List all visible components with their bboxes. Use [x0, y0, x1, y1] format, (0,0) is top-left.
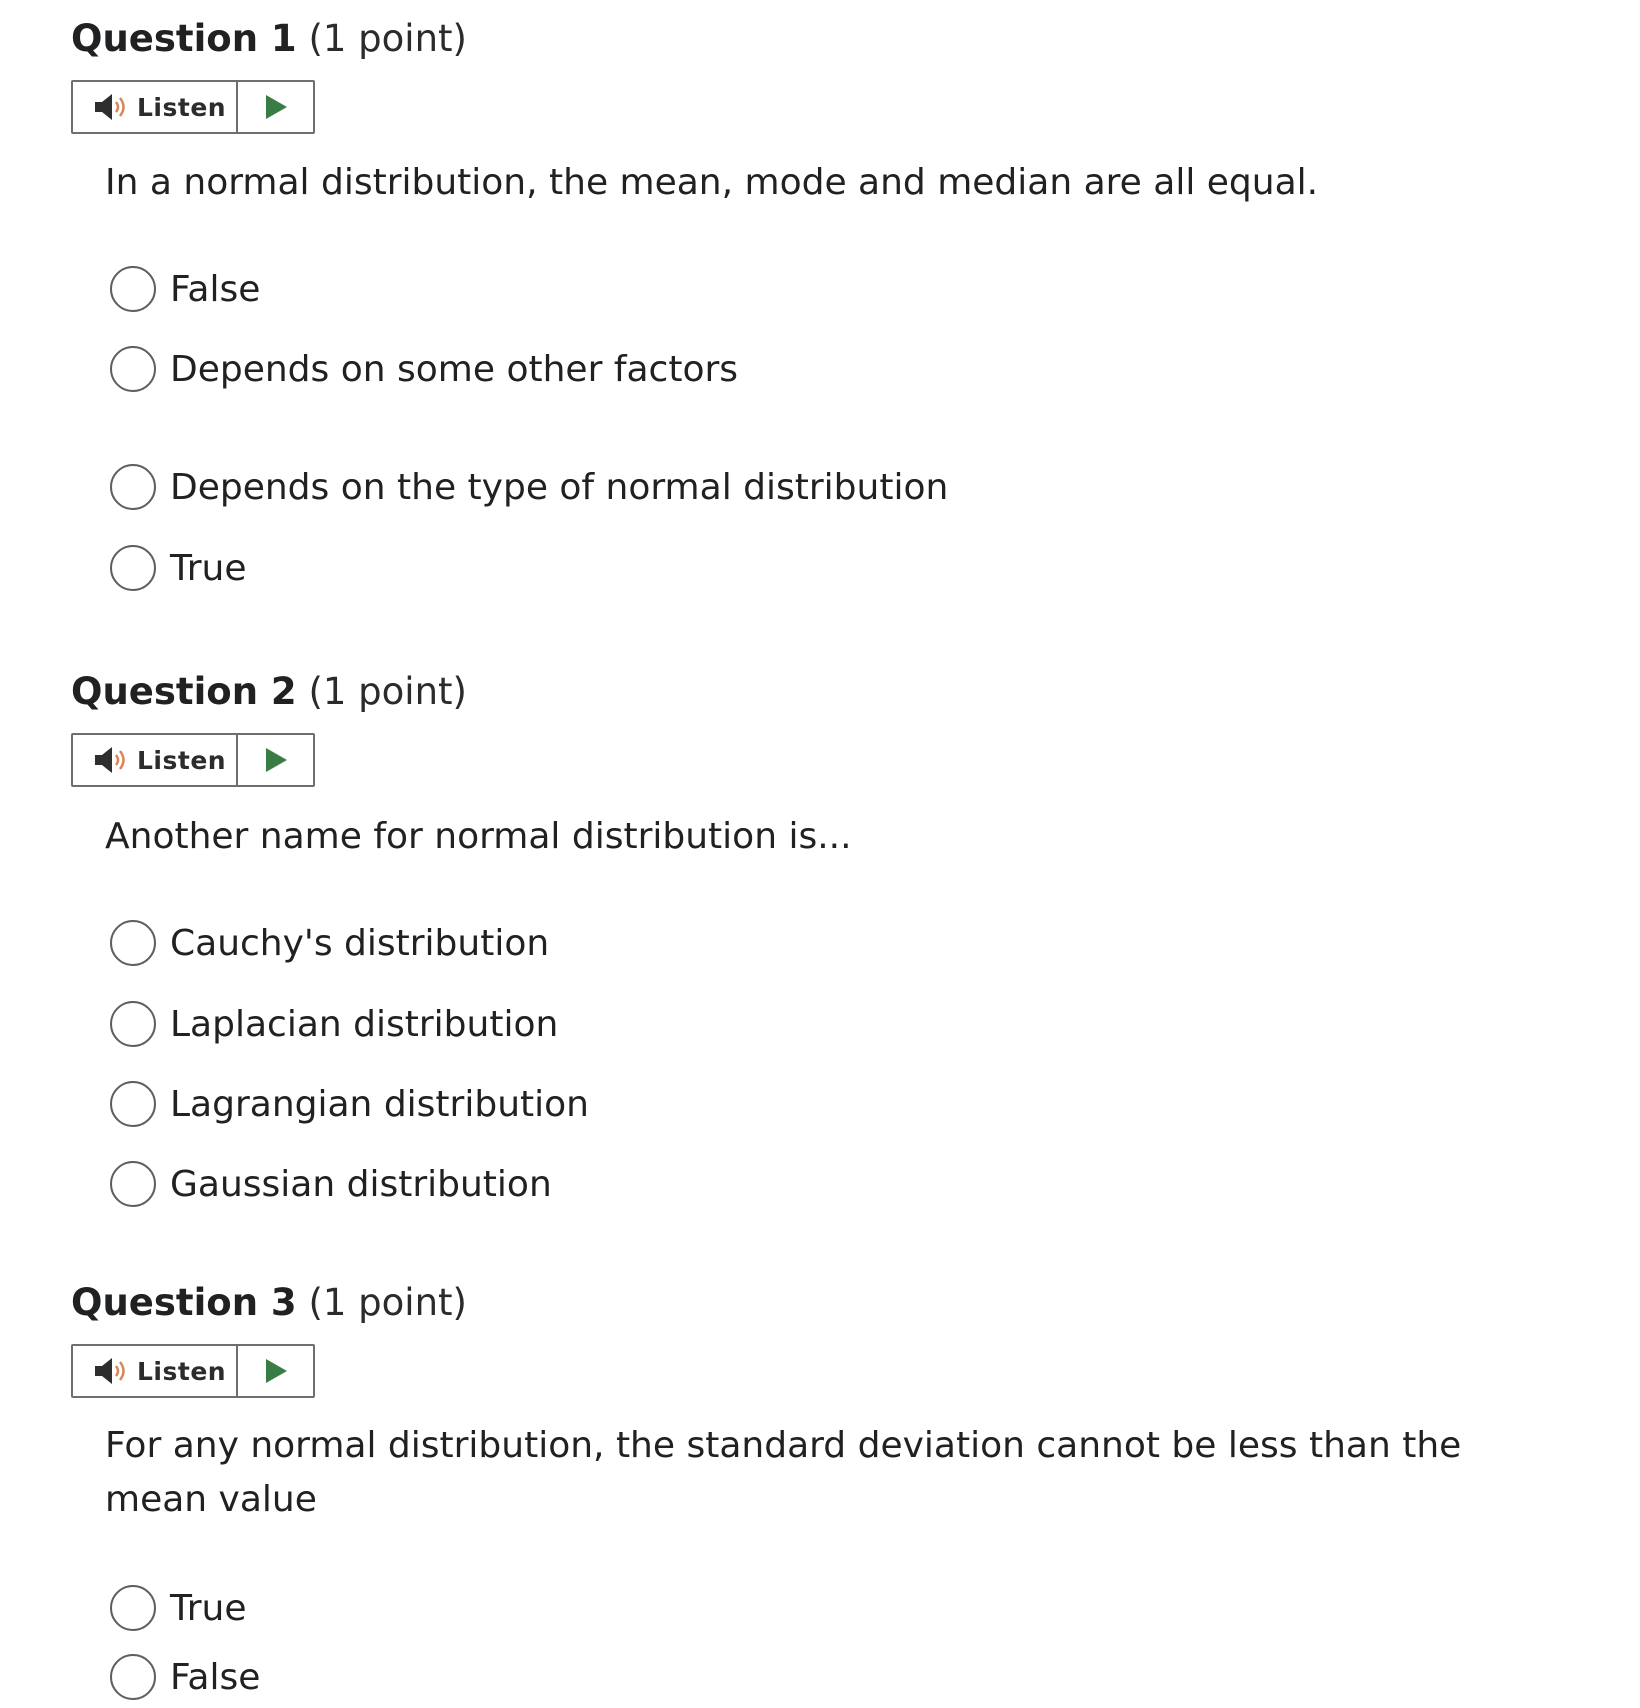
radio-button[interactable] [110, 346, 156, 392]
question-number: Question 1 [71, 17, 297, 60]
play-button[interactable] [238, 82, 313, 132]
question-1 [0, 17, 1640, 589]
answer-option[interactable] [110, 1584, 246, 1632]
play-button[interactable] [238, 1346, 313, 1396]
option-label: Lagrangian distribution [170, 1083, 589, 1125]
listen-label: Listen [137, 92, 227, 122]
answer-option[interactable] [110, 345, 738, 393]
answer-option[interactable] [110, 1160, 552, 1208]
answer-option[interactable] [110, 544, 246, 592]
option-label: Depends on some other factors [170, 348, 739, 390]
answer-option[interactable] [110, 265, 260, 313]
question-number: Question 3 [71, 1281, 297, 1324]
option-label: False [170, 268, 261, 310]
option-label: Cauchy's distribution [170, 922, 550, 964]
play-button[interactable] [238, 735, 313, 785]
listen-label: Listen [137, 745, 227, 775]
question-points: (1 point) [308, 670, 467, 713]
question-text: Another name for normal distribution is... [105, 816, 852, 857]
play-icon [263, 746, 289, 774]
listen-label: Listen [137, 1356, 227, 1386]
listen-main[interactable] [73, 1346, 238, 1396]
listen-main[interactable] [73, 82, 238, 132]
speaker-icon [93, 745, 131, 775]
option-label: False [170, 1656, 261, 1698]
listen-button[interactable] [71, 1344, 315, 1398]
play-icon [263, 93, 289, 121]
question-2 [0, 670, 1640, 1205]
radio-button[interactable] [110, 1001, 156, 1047]
question-title [71, 1281, 467, 1324]
play-icon [263, 1357, 289, 1385]
option-label: Laplacian distribution [170, 1003, 559, 1045]
question-3 [0, 1281, 1640, 1698]
speaker-icon [93, 1356, 131, 1386]
radio-button[interactable] [110, 920, 156, 966]
listen-main[interactable] [73, 735, 238, 785]
listen-button[interactable] [71, 733, 315, 787]
answer-option[interactable] [110, 1080, 589, 1128]
listen-button[interactable] [71, 80, 315, 134]
question-title [71, 17, 467, 60]
radio-button[interactable] [110, 1081, 156, 1127]
answer-option[interactable] [110, 919, 549, 967]
radio-button[interactable] [110, 266, 156, 312]
speaker-icon [93, 92, 131, 122]
answer-option[interactable] [110, 1000, 558, 1048]
radio-button[interactable] [110, 545, 156, 591]
question-number: Question 2 [71, 670, 297, 713]
question-points: (1 point) [308, 1281, 467, 1324]
radio-button[interactable] [110, 1161, 156, 1207]
option-label: Depends on the type of normal distribution [170, 466, 949, 508]
answer-option[interactable] [110, 1653, 260, 1701]
option-label: Gaussian distribution [170, 1163, 552, 1205]
option-label: True [170, 547, 247, 589]
option-label: True [170, 1587, 247, 1629]
radio-button[interactable] [110, 464, 156, 510]
question-points: (1 point) [308, 17, 467, 60]
answer-option[interactable] [110, 463, 948, 511]
question-title [71, 670, 467, 713]
radio-button[interactable] [110, 1654, 156, 1700]
question-text: For any normal distribution, the standard deviation cannot be less than the mean value [105, 1425, 1462, 1520]
question-text: In a normal distribution, the mean, mode and median are all equal. [105, 162, 1319, 203]
radio-button[interactable] [110, 1585, 156, 1631]
